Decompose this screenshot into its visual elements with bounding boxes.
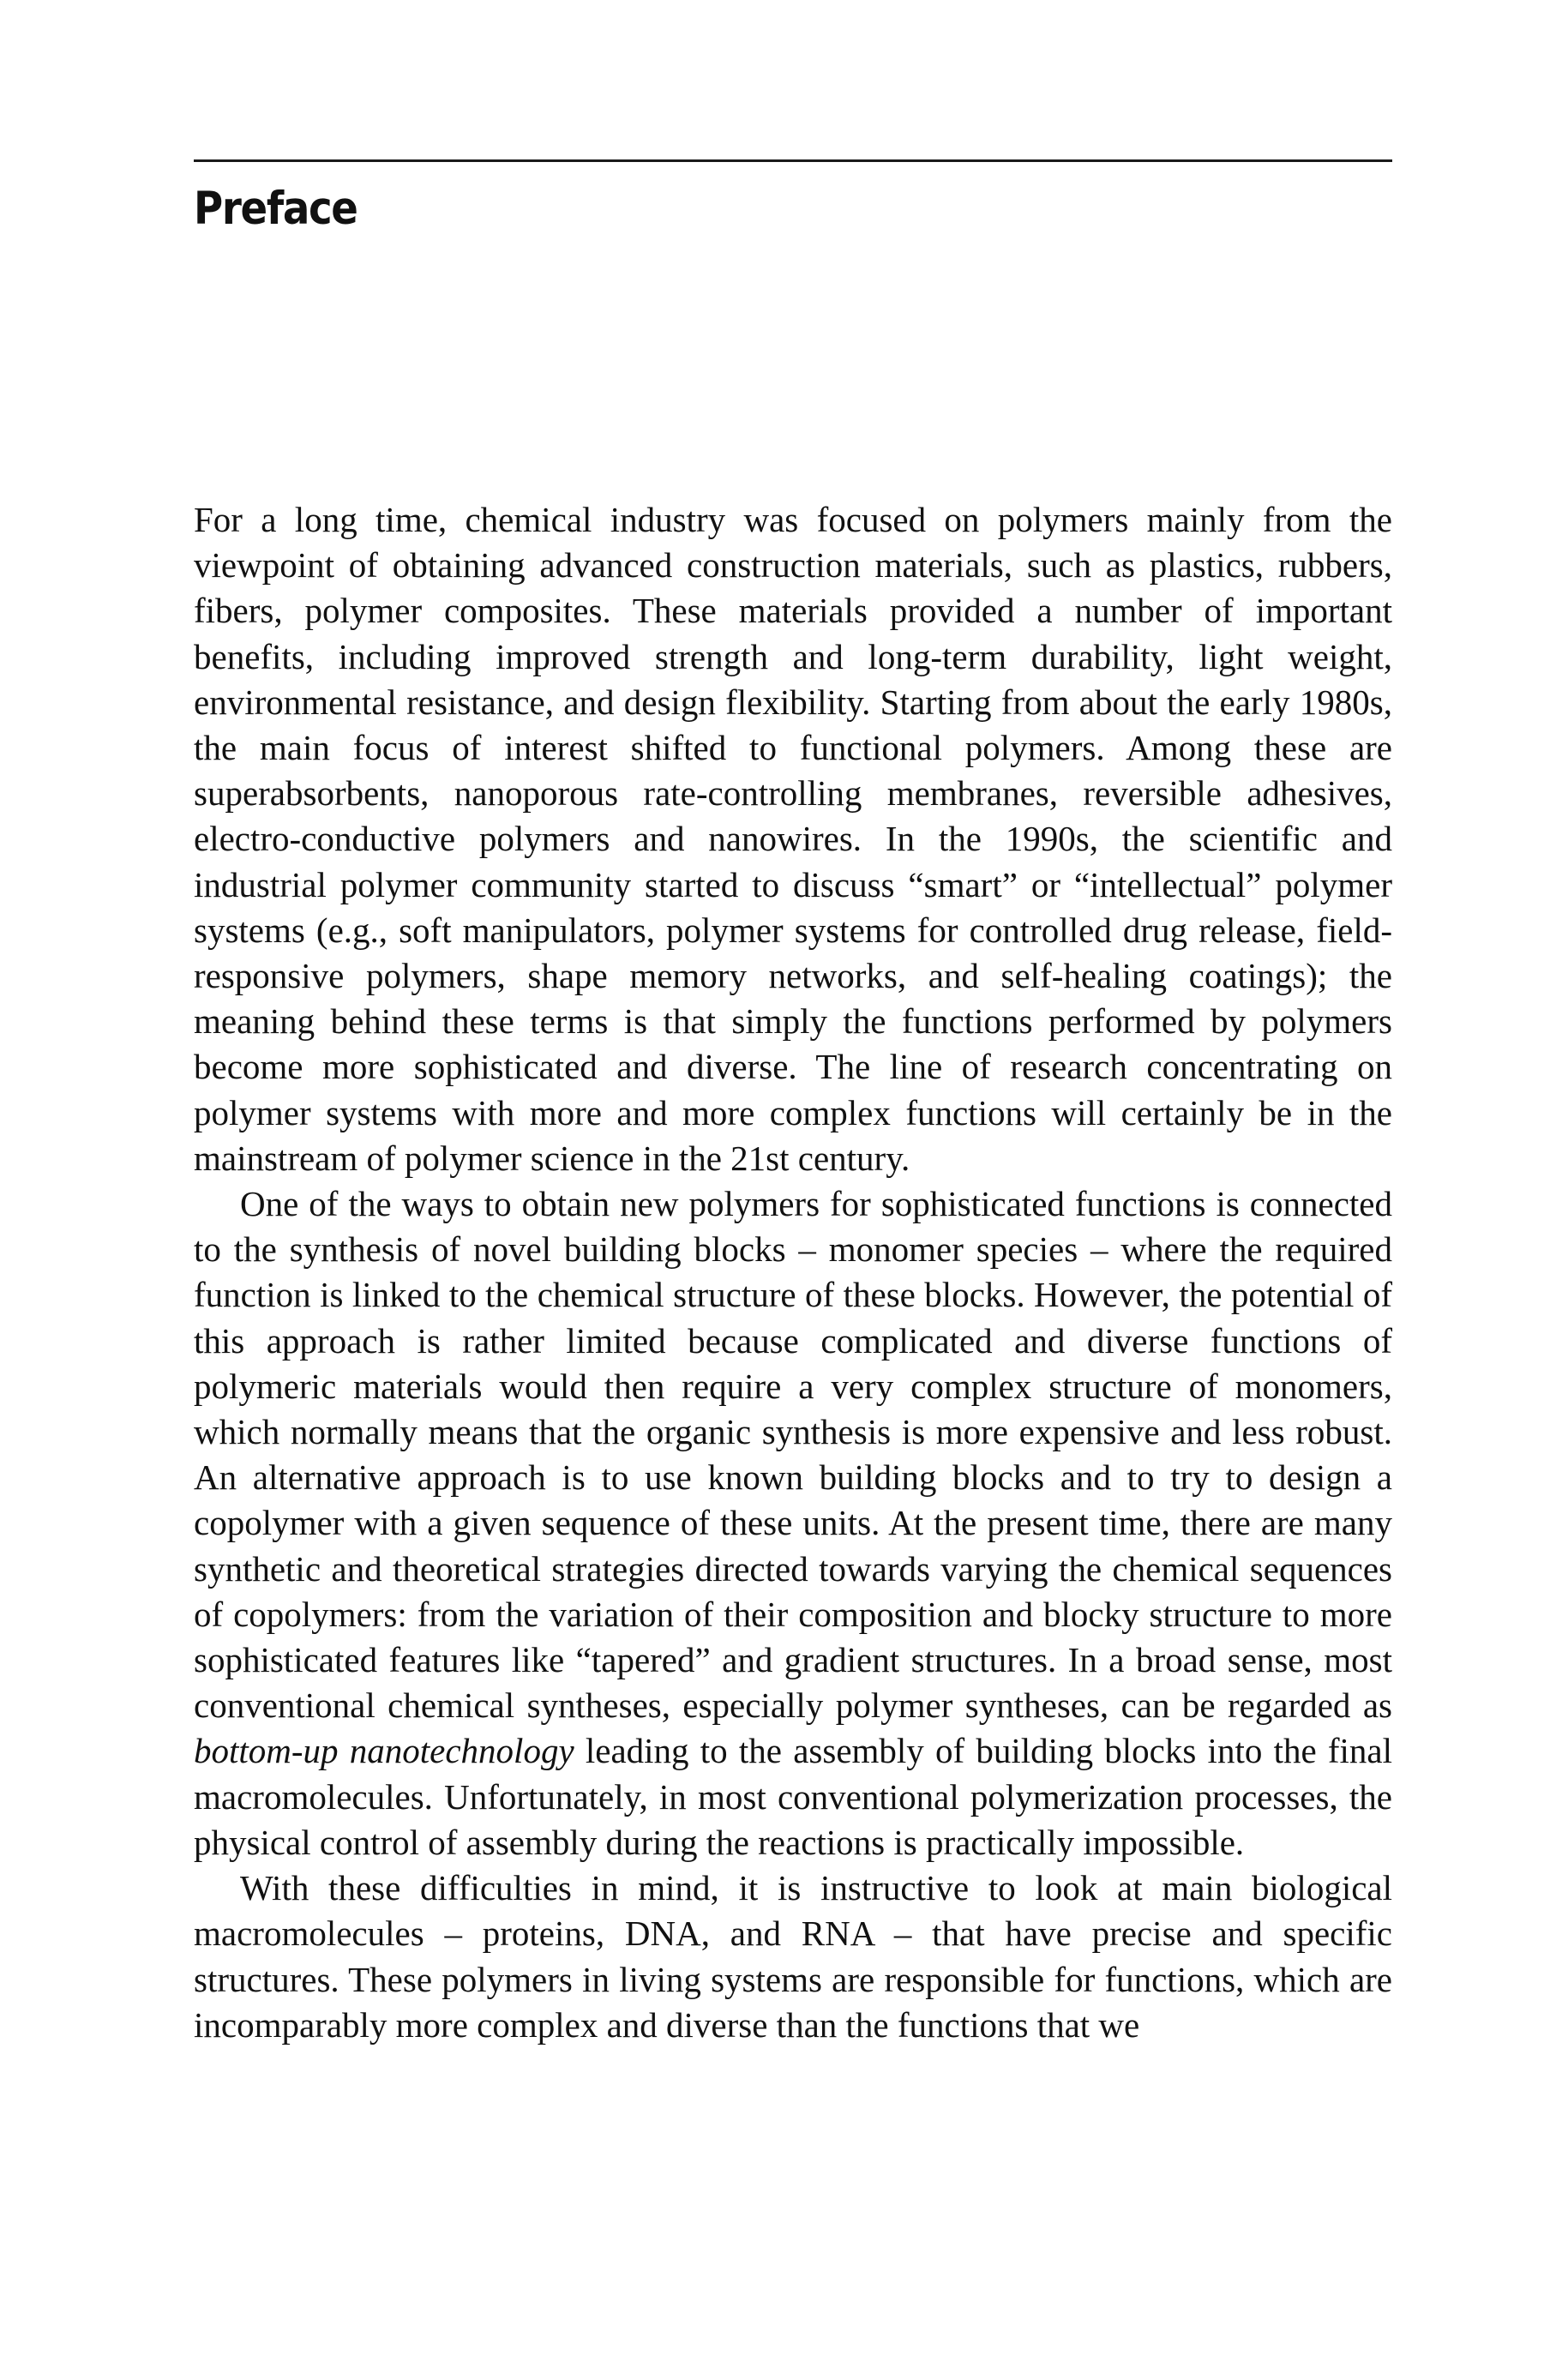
- body-text: [194, 497, 1392, 2048]
- paragraph-2-italic-term: bottom-up nanotechnology: [194, 1731, 574, 1771]
- paragraph-2: [194, 1181, 1392, 1865]
- paragraph-1-text: For a long time, chemical industry was focused on polymers mainly from the viewpoint of obtaining advanced construction materials, such as plastics, rubbers, fibers, polymer composites. These materials provided a number of important benefits, including improved strength and long-term durability, light weight, environmental resistance, and design flexibility. Starting from about the early 1980s, the main focus of interest shifted to functional polymers. Among these are superabsorbents, nanoporous rate-controlling membranes, reversible adhesives, electro-conductive polymers and nanowires. In the 1990s, the scientific and industrial polymer community started to discuss “smart” or “intellectual” polymer systems (e.g., soft manipulators, polymer systems for controlled drug release, field-responsive polymers, shape memory networks, and self-healing coatings); the meaning behind these terms is that simply the functions performed by polymers become more sophisticated and diverse. The line of research concentrating on polymer systems with more and more complex functions will certainly be in the mainstream of polymer science in the 21st century.: [194, 500, 1392, 1178]
- header-rule: [194, 159, 1392, 162]
- paragraph-3: [194, 1865, 1392, 2048]
- paragraph-2-text-start: One of the ways to obtain new polymers for sophisticated functions is connected to the synthesis of novel building blocks – monomer species – where the required function is linked to the chemical structure of these blocks. However, the potential of this approach is rather limited because complicated and diverse functions of polymeric materials would then require a very complex structure of monomers, which normally means that the organic synthesis is more expensive and less robust. An alternative approach is to use known building blocks and to try to design a copolymer with a given sequence of these units. At the present time, there are many synthetic and theoretical strategies directed towards varying the chemical sequences of copolymers: from the variation of their composition and blocky structure to more sophisticated features like “tapered” and gradient structures. In a broad sense, most conventional chemical syntheses, especially polymer syntheses, can be regarded as: [194, 1184, 1392, 1726]
- paragraph-1: [194, 497, 1392, 1181]
- page-title: Preface: [194, 183, 357, 235]
- paragraph-3-text: With these difficulties in mind, it is instructive to look at main biological macromolecules – proteins, DNA, and RNA – that have precise and specific structures. These polymers in living systems are responsible for functions, which are incomparably more complex and diverse than the functions that we: [194, 1868, 1392, 2045]
- paragraph-2-text-end: leading to the assembly of building blocks into the final macromolecules. Unfortunately, in most conventional polymerization processes, the physical control of assembly during the reactions is practically impossible.: [194, 1731, 1393, 1862]
